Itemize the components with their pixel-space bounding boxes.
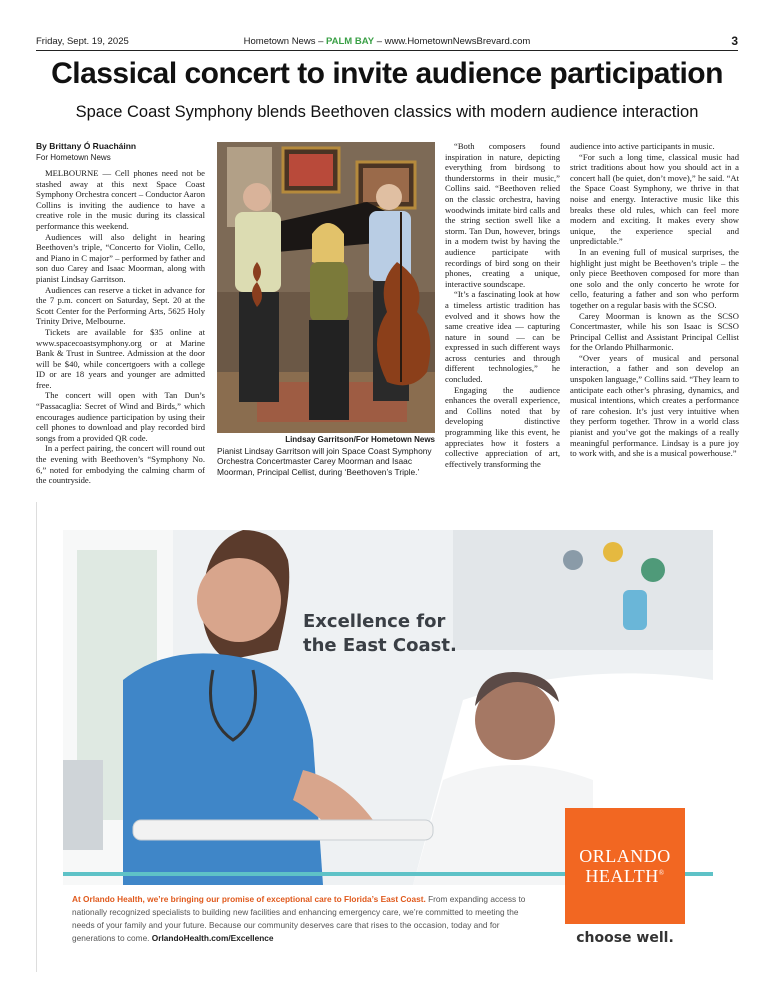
paragraph: In a perfect pairing, the concert will round out the evening with Beethoven’s “Symphony No. 6,” noted for embodying the calming charm of the countryside. xyxy=(36,443,205,486)
ad-lead-text: At Orlando Health, we’re bringing our promise of exceptional care to Florida’s East Coast. xyxy=(72,894,426,904)
paragraph: “For such a long time, classical music had strict traditions about how you should act in a concert hall (be quiet, don’t move),” he said. “At the Space Coast Symphony, we thrive in that noise and energy. Interactive music like this breaks these old rules, which can feel more modern and exciting. It makes every show unique, the experience special and unpredictable.” xyxy=(570,151,739,247)
paragraph: “It’s a fascinating look at how a timeless artistic tradition has evolved and it shows how the same creative idea — capturing nature in sound — can be expressed in such different ways across centuries and through different technologies,” he concluded. xyxy=(445,289,560,385)
article-column-1 xyxy=(36,141,205,486)
paragraph: Audiences can reserve a ticket in advance for the 7 p.m. concert on Saturday, Sept. 20 at the Scott Center for the Performing Arts, 5625 Holy Trinity Drive, Melbourne. xyxy=(36,284,205,327)
paragraph: Audiences will also delight in hearing Beethoven’s triple, “Concerto for Violin, Cello, and Piano in C major” – performed by father and son duo Carey and Isaac Moorman, along with pianist Lindsay Garritson. xyxy=(36,231,205,284)
musicians-photo-illustration xyxy=(217,142,435,433)
logo-line-2: HEALTH® xyxy=(585,866,665,886)
site-url[interactable]: – www.HometownNewsBrevard.com xyxy=(374,36,531,47)
paragraph: The concert will open with Tan Dun’s “Passacaglia: Secret of Wind and Birds,” which encourages audience participation by using their cell phones to download and play recorded bird songs from a provided QR code. xyxy=(36,390,205,443)
issue-date: Friday, Sept. 19, 2025 xyxy=(36,36,129,47)
headline: Classical concert to invite audience participation xyxy=(51,57,723,90)
article-column-4 xyxy=(570,141,739,459)
photo-credit: Lindsay Garritson/For Hometown News xyxy=(285,435,435,444)
ad-body-text xyxy=(72,893,542,945)
paragraph: audience into active participants in music. xyxy=(570,141,715,151)
ad-divider xyxy=(36,502,37,972)
ad-copy: From expanding access to nationally recognized specialists to building new facilities and enhancing emergency care, we’re committed to meeting the needs of your family and your future. Because our community deserves care that rises to the occasion, today and for generations to come. xyxy=(72,894,526,943)
paragraph: Tickets are available for $35 online at www.spacecoastsymphony.org or at Marine Bank & Trust in Suntree. Admission at the door will be $40, while concertgoers with a college ID or are 18 years and younger are admitted free. xyxy=(36,326,205,390)
byline-affiliation: For Hometown News xyxy=(36,153,111,162)
paragraph: In an evening full of musical surprises, the highlight just might be Beethoven’s triple – the only piece Beethoven composed for more than one solo and the only concerto he wrote for cello, featuring a father and son who perform together on a regular basis with the SCSO. xyxy=(570,246,739,310)
paragraph: Carey Moorman is known as the SCSO Concertmaster, while his son Isaac is SCSO Principal Cellist and Assistant Principal Cellist for the Orlando Philharmonic. xyxy=(570,310,739,353)
paragraph: MELBOURNE — Cell phones need not be stashed away at this next Space Coast Symphony Orchestra concert – Conductor Aaron Collins is inviting the audience to have a creative role in the music during its classical performance this weekend. xyxy=(36,168,205,231)
section-name: PALM BAY xyxy=(326,36,375,47)
photo-caption: Pianist Lindsay Garritson will join Space Coast Symphony Orchestra Concertmaster Carey Moorman and Isaac Moorman, Principal Cellist, during ‘Beethoven’s Triple.’ xyxy=(217,446,432,477)
ad-url-link[interactable]: OrlandoHealth.com/Excellence xyxy=(151,933,274,943)
paper-line xyxy=(36,36,738,47)
page-number: 3 xyxy=(731,34,738,48)
paragraph: “Both composers found inspiration in nature, depicting everything from birdsong to thunderstorms in their music,” Collins said. “Beethoven relied on the classic orchestra, having woodwinds imitate bird calls and the string section swell like a storm. Tan Dun, however, brings in a modern twist by having the audience participate with recordings of bird song on their phones, creating a unique, interactive soundscape. xyxy=(445,141,560,289)
paragraph: Engaging the audience enhances the overall experience, and Collins noted that by developing distinctive programming like this event, he appreciates how it fosters a collective appreciation of art, effectively transforming the xyxy=(445,384,560,469)
article-photo xyxy=(217,142,435,433)
article-column-3 xyxy=(445,141,560,469)
ad-tagline: Excellence for the East Coast. xyxy=(303,611,457,656)
byline: By Brittany Ó Ruacháinn xyxy=(36,141,137,151)
paragraph: “Over years of musical and personal interaction, a father and son develop an unspoken language,” Collins said. “They learn to anticipate each other’s phrasing, dynamics, and musical intentions, which creates a performance of rare cohesion. It’s just very intuitive when they perform together. Throw in a world class pianist and you’ve got the makings of a really meaningful performance. Lindsay is a pure joy to work with, and she is a musical powerhouse.” xyxy=(570,352,739,459)
masthead-rule xyxy=(36,50,738,51)
masthead xyxy=(36,34,738,50)
ad-slogan: choose well. xyxy=(576,930,674,946)
orlando-health-logo xyxy=(565,808,685,924)
logo-line-1: ORLANDO xyxy=(579,846,671,866)
subheadline: Space Coast Symphony blends Beethoven classics with modern audience interaction xyxy=(75,103,699,121)
paper-name: Hometown News – xyxy=(243,36,327,47)
